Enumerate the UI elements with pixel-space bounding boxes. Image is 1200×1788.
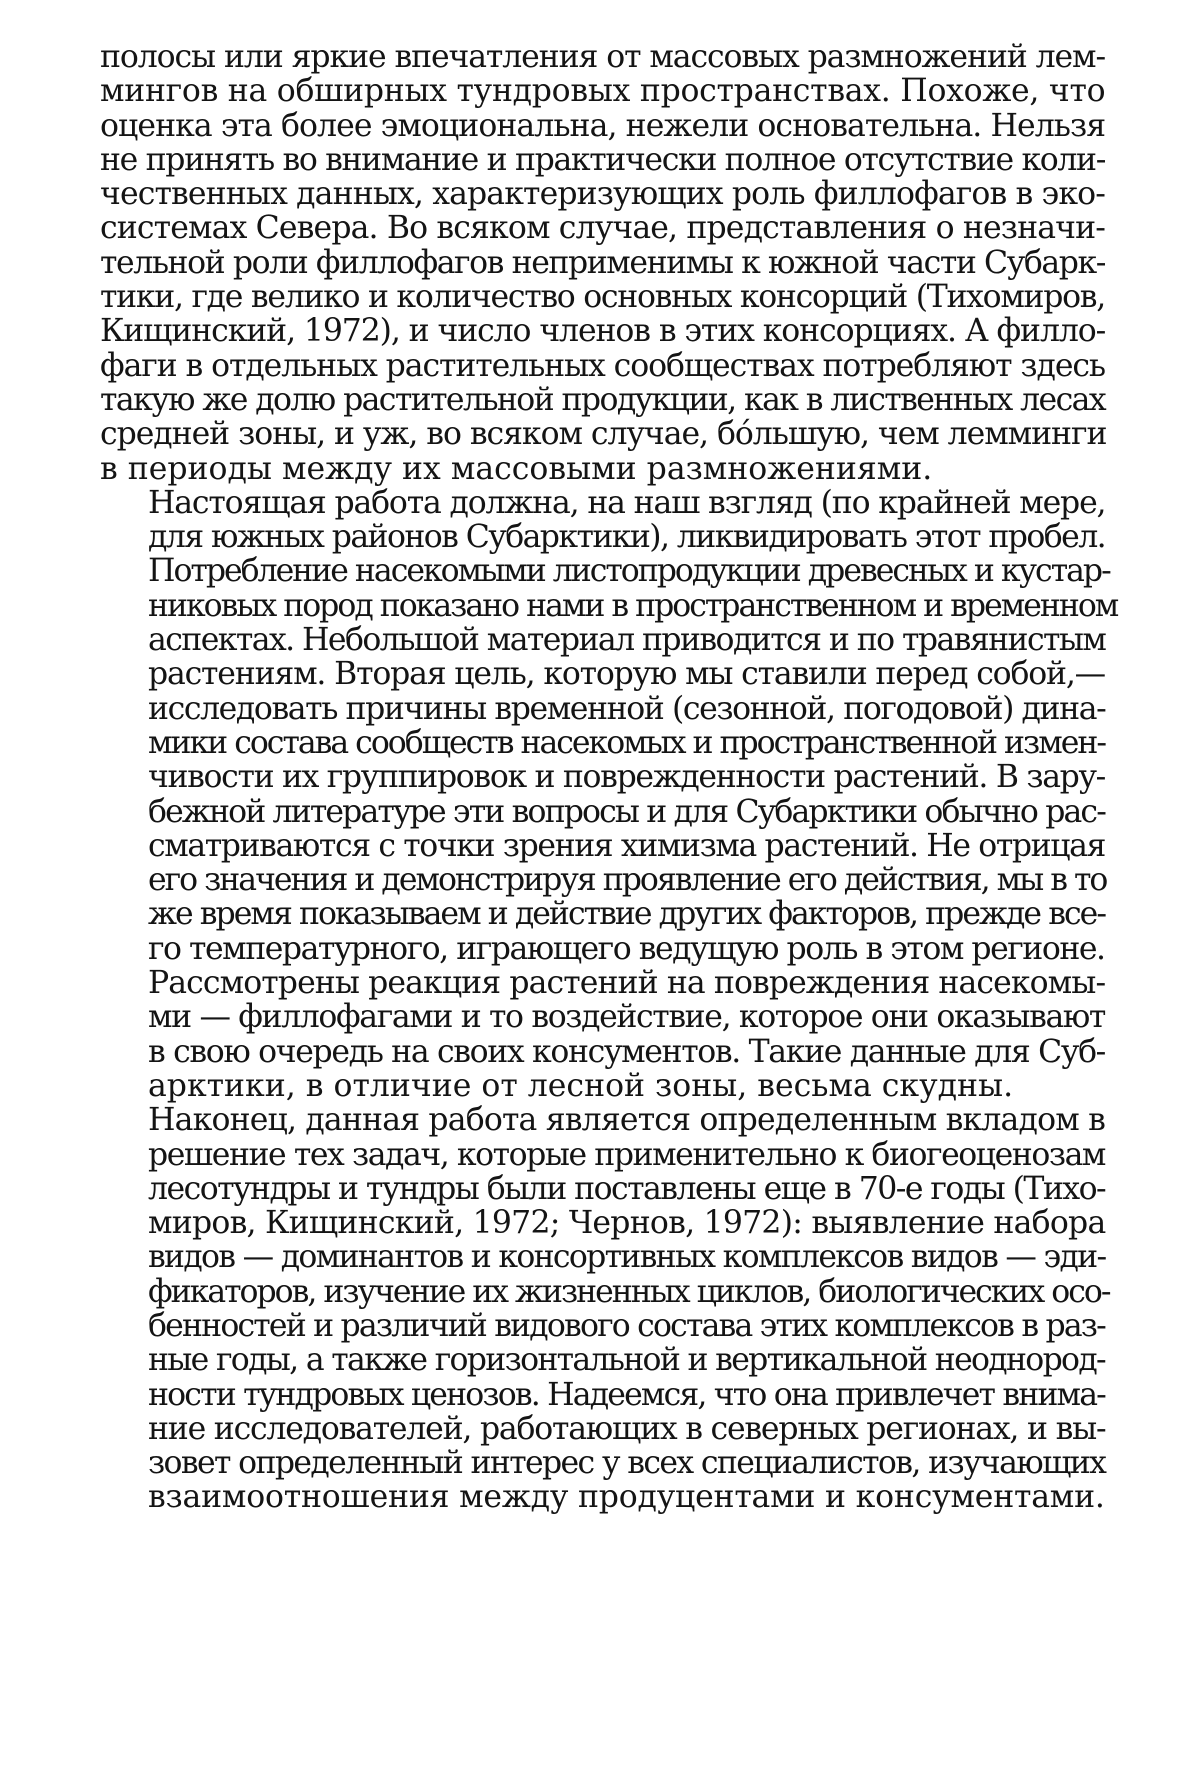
page-text <box>100 39 1118 1516</box>
text-line: же время показываем и действие других факторов, прежде все- <box>148 896 1105 933</box>
text-line: зовет определенный интерес у всех специалистов, изучающих <box>148 1445 1106 1482</box>
text-line: в периоды между их массовыми размножениями. <box>100 450 933 487</box>
text-line: сматриваются с точки зрения химизма растений. Не отрицая <box>148 827 1105 864</box>
text-line: мингов на обширных тундровых пространствах. Похоже, что <box>100 73 1106 110</box>
paragraph <box>100 1102 1110 1516</box>
text-line: в свою очередь на своих консументов. Такие данные для Суб- <box>148 1033 1105 1070</box>
text-line: средней зоны, и уж, во всяком случае, бо́льшую, чем лемминги <box>100 416 1107 453</box>
text-line: Кищинский, 1972), и число членов в этих консорциях. А филло- <box>100 313 1106 350</box>
text-line: тельной роли филлофагов неприменимы к южной части Субарк- <box>100 244 1105 281</box>
text-line: полосы или яркие впечатления от массовых размножений лем- <box>100 39 1105 75</box>
text-line: чивости их группировок и поврежденности растений. В зару- <box>148 759 1105 796</box>
text-line: фаги в отдельных растительных сообществах потребляют здесь <box>100 347 1105 384</box>
text-line: растениям. Вторая цель, которую мы ставили перед собой,— <box>148 656 1105 693</box>
paragraph <box>100 484 1118 967</box>
text-line: для южных районов Субарктики), ликвидировать этот пробел. <box>148 519 1106 556</box>
text-line: го температурного, играющего ведущую роль в этом регионе. <box>148 930 1105 967</box>
text-line: ние исследователей, работающих в северных регионах, и вы- <box>148 1410 1106 1447</box>
text-line: Настоящая работа должна, на наш взгляд (по крайней мере, <box>148 484 1106 521</box>
text-line: не принять во внимание и практически полное отсутствие коли- <box>100 141 1105 178</box>
text-line: ности тундровых ценозов. Надеемся, что она привлечет внима- <box>148 1376 1105 1413</box>
text-line: Потребление насекомыми листопродукции древесных и кустар- <box>148 553 1110 590</box>
text-line: лесотундры и тундры были поставлены еще в 70-е годы (Тихо- <box>148 1170 1106 1207</box>
text-line: бенностей и различий видового состава этих комплексов в раз- <box>148 1307 1105 1344</box>
text-line: взаимоотношения между продуцентами и консументами. <box>148 1479 1105 1516</box>
text-line: системах Севера. Во всяком случае, представления о незначи- <box>100 210 1105 247</box>
text-line: Наконец, данная работа является определенным вкладом в <box>148 1102 1105 1139</box>
text-line: фикаторов, изучение их жизненных циклов, биологических осо- <box>148 1273 1110 1310</box>
text-line: никовых пород показано нами в пространственном и временном <box>148 587 1118 624</box>
text-line: решение тех задач, которые применительно к биогеоценозам <box>148 1136 1105 1173</box>
text-line: исследовать причины временной (сезонной, погодовой) дина- <box>148 690 1106 727</box>
text-line: ми — филлофагами и то воздействие, которое они оказывают <box>148 999 1105 1036</box>
text-line: мики состава сообществ насекомых и пространственной измен- <box>148 724 1106 761</box>
text-line: бежной литературе эти вопросы и для Субарктики обычно рас- <box>148 793 1105 830</box>
text-line: миров, Кищинский, 1972; Чернов, 1972): выявление набора <box>148 1205 1106 1242</box>
text-line: Рассмотрены реакция растений на повреждения насекомы- <box>148 965 1106 1002</box>
paragraph <box>100 966 1105 1103</box>
text-line: чественных данных, характеризующих роль филлофагов в эко- <box>100 176 1105 213</box>
text-line: его значения и демонстрируя проявление его действия, мы в то <box>148 862 1107 899</box>
text-line: видов — доминантов и консортивных комплексов видов — эди- <box>148 1239 1106 1276</box>
text-line: тики, где велико и количество основных консорций (Тихомиров, <box>100 279 1105 316</box>
text-line: арктики, в отличие от лесной зоны, весьма скудны. <box>148 1067 1014 1104</box>
paragraph <box>100 40 1105 486</box>
text-line: ные годы, а также горизонтальной и вертикальной неоднород- <box>148 1342 1105 1379</box>
text-line: оценка эта более эмоциональна, нежели основательна. Нельзя <box>100 107 1106 144</box>
text-line: такую же долю растительной продукции, как в лиственных лесах <box>100 381 1105 418</box>
text-line: аспектах. Небольшой материал приводится и по травянистым <box>148 622 1106 659</box>
